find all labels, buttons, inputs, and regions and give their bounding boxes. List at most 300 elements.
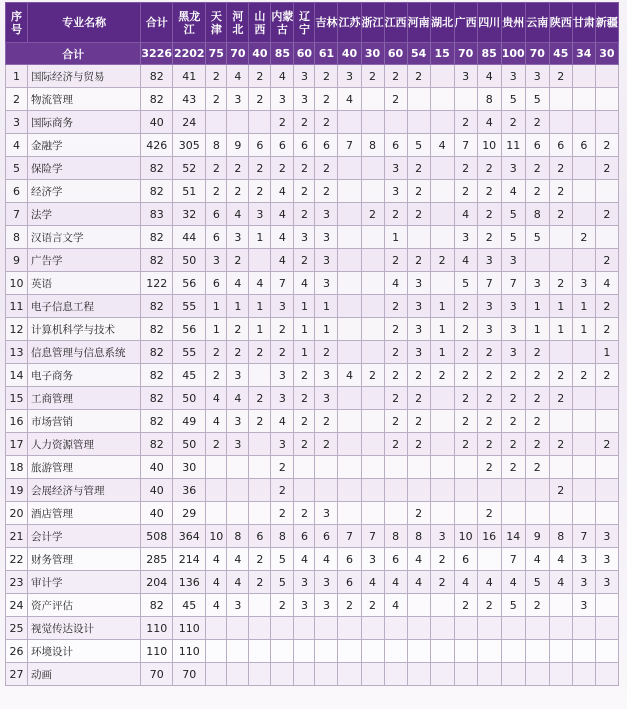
quota-cell: 50 <box>173 433 206 456</box>
quota-cell: 2 <box>338 594 361 617</box>
quota-cell: 2 <box>249 180 271 203</box>
quota-cell <box>361 249 384 272</box>
table-row <box>6 663 619 686</box>
table-row <box>6 433 619 456</box>
quota-cell <box>361 617 384 640</box>
quota-cell: 2 <box>477 180 501 203</box>
quota-cell: 6 <box>206 272 227 295</box>
quota-cell: 4 <box>227 548 249 571</box>
quota-cell: 36 <box>173 479 206 502</box>
quota-cell: 4 <box>206 571 227 594</box>
quota-cell: 2 <box>525 410 549 433</box>
quota-cell: 82 <box>141 364 173 387</box>
quota-cell <box>407 226 430 249</box>
quota-cell: 2 <box>294 364 315 387</box>
table-body <box>6 43 619 686</box>
total-cell: 15 <box>430 43 454 65</box>
quota-cell: 55 <box>173 341 206 364</box>
quota-cell: 3 <box>227 433 249 456</box>
quota-cell <box>249 456 271 479</box>
quota-cell: 7 <box>361 525 384 548</box>
quota-cell: 3 <box>294 65 315 88</box>
quota-cell: 8 <box>525 203 549 226</box>
quota-cell: 2 <box>294 433 315 456</box>
quota-cell <box>572 203 595 226</box>
quota-cell <box>315 617 338 640</box>
quota-cell: 2 <box>454 594 477 617</box>
quota-cell: 2 <box>315 341 338 364</box>
quota-cell: 2 <box>227 157 249 180</box>
header-seq: 序号 <box>6 3 28 43</box>
quota-cell: 2 <box>549 433 572 456</box>
major-name: 经济学 <box>28 180 141 203</box>
row-number: 23 <box>6 571 28 594</box>
row-number: 4 <box>6 134 28 157</box>
quota-cell: 2 <box>206 364 227 387</box>
quota-cell <box>430 502 454 525</box>
quota-cell: 214 <box>173 548 206 571</box>
quota-cell: 4 <box>206 387 227 410</box>
quota-cell <box>525 640 549 663</box>
quota-cell <box>227 640 249 663</box>
quota-cell <box>384 502 407 525</box>
quota-cell <box>572 341 595 364</box>
quota-cell: 1 <box>315 295 338 318</box>
quota-cell: 2 <box>315 88 338 111</box>
quota-cell <box>338 341 361 364</box>
quota-cell: 3 <box>315 249 338 272</box>
quota-cell <box>206 456 227 479</box>
quota-cell: 3 <box>454 226 477 249</box>
major-name: 视觉传达设计 <box>28 617 141 640</box>
row-number: 14 <box>6 364 28 387</box>
quota-cell: 426 <box>141 134 173 157</box>
quota-cell: 2 <box>227 249 249 272</box>
table-row <box>6 88 619 111</box>
row-number: 1 <box>6 65 28 88</box>
quota-cell <box>501 640 525 663</box>
quota-cell: 7 <box>501 272 525 295</box>
table-row <box>6 341 619 364</box>
quota-cell: 6 <box>249 525 271 548</box>
quota-cell: 82 <box>141 341 173 364</box>
quota-cell <box>501 479 525 502</box>
quota-cell: 1 <box>206 318 227 341</box>
quota-cell <box>407 663 430 686</box>
major-name: 环境设计 <box>28 640 141 663</box>
quota-cell <box>361 456 384 479</box>
quota-cell: 3 <box>271 88 294 111</box>
quota-cell: 6 <box>294 525 315 548</box>
quota-cell: 3 <box>525 65 549 88</box>
quota-cell: 5 <box>501 203 525 226</box>
quota-cell <box>249 364 271 387</box>
quota-cell: 3 <box>315 364 338 387</box>
quota-cell <box>430 387 454 410</box>
quota-cell: 2 <box>407 65 430 88</box>
quota-cell: 1 <box>315 318 338 341</box>
quota-cell <box>361 640 384 663</box>
quota-cell <box>525 249 549 272</box>
quota-cell <box>454 617 477 640</box>
quota-cell: 3 <box>477 249 501 272</box>
quota-cell: 2 <box>549 364 572 387</box>
quota-cell: 2 <box>477 594 501 617</box>
quota-cell <box>361 272 384 295</box>
quota-cell: 2 <box>430 571 454 594</box>
quota-cell: 2 <box>477 410 501 433</box>
quota-cell <box>595 456 618 479</box>
quota-cell: 4 <box>430 134 454 157</box>
quota-cell <box>572 88 595 111</box>
quota-cell <box>595 663 618 686</box>
header-total: 合计 <box>141 3 173 43</box>
total-cell: 100 <box>501 43 525 65</box>
quota-cell: 2 <box>501 433 525 456</box>
quota-cell: 3 <box>501 295 525 318</box>
major-name: 国际商务 <box>28 111 141 134</box>
total-cell: 3226 <box>141 43 173 65</box>
quota-cell: 2 <box>595 134 618 157</box>
quota-cell: 2 <box>249 387 271 410</box>
quota-cell <box>454 663 477 686</box>
quota-cell: 8 <box>549 525 572 548</box>
quota-cell: 4 <box>549 548 572 571</box>
quota-cell: 30 <box>173 456 206 479</box>
quota-cell: 3 <box>315 571 338 594</box>
quota-cell <box>338 226 361 249</box>
quota-cell <box>361 180 384 203</box>
quota-cell: 1 <box>294 318 315 341</box>
quota-cell: 1 <box>206 295 227 318</box>
quota-cell <box>407 479 430 502</box>
quota-cell: 5 <box>525 88 549 111</box>
quota-cell: 3 <box>294 88 315 111</box>
quota-cell: 43 <box>173 88 206 111</box>
quota-cell: 1 <box>430 341 454 364</box>
row-number: 8 <box>6 226 28 249</box>
quota-cell <box>249 249 271 272</box>
quota-cell <box>572 456 595 479</box>
quota-cell <box>549 249 572 272</box>
quota-cell: 1 <box>572 295 595 318</box>
major-name: 动画 <box>28 663 141 686</box>
quota-cell: 1 <box>249 318 271 341</box>
quota-cell: 2 <box>227 180 249 203</box>
quota-cell: 2 <box>249 157 271 180</box>
quota-cell: 2 <box>525 157 549 180</box>
quota-cell: 136 <box>173 571 206 594</box>
total-cell: 70 <box>227 43 249 65</box>
quota-cell: 2 <box>525 341 549 364</box>
quota-cell <box>271 640 294 663</box>
row-number: 20 <box>6 502 28 525</box>
quota-cell: 82 <box>141 295 173 318</box>
quota-cell <box>549 640 572 663</box>
quota-cell <box>549 226 572 249</box>
header-province: 湖北 <box>430 3 454 43</box>
table-row <box>6 617 619 640</box>
quota-cell <box>227 663 249 686</box>
quota-cell <box>361 663 384 686</box>
quota-cell <box>294 640 315 663</box>
quota-cell <box>430 433 454 456</box>
row-number: 22 <box>6 548 28 571</box>
quota-cell <box>206 479 227 502</box>
quota-cell: 2 <box>454 364 477 387</box>
quota-cell: 82 <box>141 226 173 249</box>
quota-cell: 3 <box>501 341 525 364</box>
quota-cell: 1 <box>384 226 407 249</box>
quota-cell <box>454 456 477 479</box>
quota-cell: 1 <box>525 318 549 341</box>
quota-cell: 52 <box>173 157 206 180</box>
quota-cell <box>294 617 315 640</box>
quota-cell: 4 <box>271 226 294 249</box>
quota-cell: 7 <box>454 134 477 157</box>
quota-cell: 3 <box>271 295 294 318</box>
quota-cell: 6 <box>294 134 315 157</box>
total-cell: 2202 <box>173 43 206 65</box>
quota-cell <box>249 594 271 617</box>
row-number: 6 <box>6 180 28 203</box>
quota-cell <box>407 111 430 134</box>
quota-cell: 2 <box>294 410 315 433</box>
quota-cell: 1 <box>227 295 249 318</box>
row-number: 26 <box>6 640 28 663</box>
quota-cell <box>206 640 227 663</box>
quota-cell: 2 <box>294 249 315 272</box>
quota-cell: 56 <box>173 272 206 295</box>
quota-cell: 2 <box>227 341 249 364</box>
quota-cell <box>595 111 618 134</box>
quota-cell: 6 <box>315 134 338 157</box>
quota-cell <box>338 387 361 410</box>
header-province: 河南 <box>407 3 430 43</box>
row-number: 24 <box>6 594 28 617</box>
quota-cell <box>501 502 525 525</box>
quota-cell <box>227 617 249 640</box>
quota-cell <box>549 111 572 134</box>
quota-cell: 2 <box>501 410 525 433</box>
quota-cell: 364 <box>173 525 206 548</box>
quota-cell: 2 <box>454 318 477 341</box>
quota-cell: 4 <box>501 180 525 203</box>
quota-cell <box>206 502 227 525</box>
quota-cell: 2 <box>384 364 407 387</box>
quota-cell <box>361 88 384 111</box>
quota-cell: 3 <box>501 157 525 180</box>
total-cell: 75 <box>206 43 227 65</box>
total-cell: 61 <box>315 43 338 65</box>
quota-cell: 3 <box>384 180 407 203</box>
quota-cell: 2 <box>501 456 525 479</box>
quota-cell: 82 <box>141 65 173 88</box>
header-province: 辽宁 <box>294 3 315 43</box>
quota-cell <box>525 502 549 525</box>
quota-cell: 4 <box>338 88 361 111</box>
quota-cell: 3 <box>595 571 618 594</box>
quota-cell <box>430 663 454 686</box>
total-cell: 85 <box>477 43 501 65</box>
quota-cell: 8 <box>384 525 407 548</box>
quota-cell <box>361 433 384 456</box>
total-cell: 85 <box>271 43 294 65</box>
quota-cell: 4 <box>294 548 315 571</box>
table-row <box>6 65 619 88</box>
quota-cell <box>430 65 454 88</box>
header-major: 专业名称 <box>28 3 141 43</box>
quota-cell: 2 <box>595 157 618 180</box>
quota-cell: 5 <box>454 272 477 295</box>
quota-cell: 4 <box>384 272 407 295</box>
quota-cell: 3 <box>595 548 618 571</box>
quota-cell: 6 <box>384 134 407 157</box>
quota-cell: 2 <box>315 65 338 88</box>
table-row <box>6 272 619 295</box>
quota-cell: 2 <box>477 364 501 387</box>
quota-cell: 4 <box>249 272 271 295</box>
quota-cell: 3 <box>572 272 595 295</box>
table-row <box>6 157 619 180</box>
quota-cell: 2 <box>407 180 430 203</box>
quota-cell <box>595 65 618 88</box>
quota-cell: 3 <box>477 295 501 318</box>
quota-cell: 5 <box>271 571 294 594</box>
quota-cell <box>430 456 454 479</box>
quota-cell: 2 <box>206 65 227 88</box>
quota-cell: 2 <box>271 157 294 180</box>
quota-cell: 2 <box>595 203 618 226</box>
quota-cell: 4 <box>271 180 294 203</box>
quota-cell: 1 <box>572 318 595 341</box>
quota-cell: 3 <box>227 226 249 249</box>
quota-cell: 40 <box>141 479 173 502</box>
quota-cell <box>384 456 407 479</box>
quota-cell: 3 <box>477 318 501 341</box>
quota-cell: 7 <box>338 525 361 548</box>
quota-cell: 2 <box>477 226 501 249</box>
quota-cell: 6 <box>206 226 227 249</box>
quota-cell <box>430 640 454 663</box>
quota-cell: 51 <box>173 180 206 203</box>
header-province: 天津 <box>206 3 227 43</box>
row-number: 19 <box>6 479 28 502</box>
quota-cell <box>361 295 384 318</box>
row-number: 21 <box>6 525 28 548</box>
quota-cell: 4 <box>454 249 477 272</box>
quota-cell: 2 <box>549 65 572 88</box>
quota-cell: 2 <box>477 433 501 456</box>
quota-cell: 82 <box>141 318 173 341</box>
quota-cell: 3 <box>407 295 430 318</box>
quota-cell: 4 <box>477 65 501 88</box>
quota-cell: 5 <box>525 226 549 249</box>
quota-cell: 4 <box>407 548 430 571</box>
quota-cell: 2 <box>249 88 271 111</box>
quota-cell: 6 <box>549 134 572 157</box>
quota-cell: 2 <box>477 387 501 410</box>
quota-cell <box>454 88 477 111</box>
quota-cell: 4 <box>227 272 249 295</box>
quota-cell: 1 <box>549 318 572 341</box>
row-number: 16 <box>6 410 28 433</box>
major-name: 会展经济与管理 <box>28 479 141 502</box>
quota-cell <box>525 663 549 686</box>
quota-cell: 10 <box>477 134 501 157</box>
quota-cell: 2 <box>315 157 338 180</box>
quota-cell: 2 <box>572 364 595 387</box>
quota-cell <box>430 272 454 295</box>
total-row-label: 合计 <box>6 43 141 65</box>
quota-cell <box>407 594 430 617</box>
quota-cell <box>477 548 501 571</box>
quota-cell <box>525 479 549 502</box>
quota-cell <box>361 341 384 364</box>
quota-cell: 4 <box>595 272 618 295</box>
quota-cell: 3 <box>315 226 338 249</box>
enrollment-plan-table <box>5 2 619 686</box>
quota-cell: 40 <box>141 502 173 525</box>
header-heilongjiang: 黑龙江 <box>173 3 206 43</box>
quota-cell: 2 <box>407 433 430 456</box>
quota-cell <box>549 341 572 364</box>
quota-cell <box>271 663 294 686</box>
quota-cell <box>549 663 572 686</box>
quota-cell <box>338 617 361 640</box>
quota-cell <box>361 502 384 525</box>
quota-cell: 24 <box>173 111 206 134</box>
total-cell: 60 <box>294 43 315 65</box>
quota-cell: 2 <box>271 502 294 525</box>
quota-cell <box>572 502 595 525</box>
quota-cell: 4 <box>501 571 525 594</box>
quota-cell <box>315 640 338 663</box>
quota-cell: 2 <box>595 364 618 387</box>
major-name: 酒店管理 <box>28 502 141 525</box>
quota-cell <box>361 318 384 341</box>
row-number: 12 <box>6 318 28 341</box>
quota-cell <box>430 203 454 226</box>
quota-cell: 3 <box>315 502 338 525</box>
row-number: 10 <box>6 272 28 295</box>
quota-cell <box>595 502 618 525</box>
total-cell: 40 <box>338 43 361 65</box>
quota-cell: 2 <box>454 295 477 318</box>
quota-cell: 3 <box>249 203 271 226</box>
quota-cell: 2 <box>384 341 407 364</box>
quota-cell: 4 <box>271 249 294 272</box>
quota-cell <box>572 663 595 686</box>
quota-cell: 122 <box>141 272 173 295</box>
quota-cell: 2 <box>549 479 572 502</box>
quota-cell <box>430 617 454 640</box>
quota-cell: 2 <box>407 249 430 272</box>
quota-cell: 2 <box>384 433 407 456</box>
quota-cell: 3 <box>294 571 315 594</box>
quota-cell: 2 <box>384 65 407 88</box>
quota-cell <box>315 456 338 479</box>
quota-cell: 508 <box>141 525 173 548</box>
quota-cell <box>315 663 338 686</box>
quota-cell: 4 <box>454 571 477 594</box>
quota-cell: 4 <box>227 387 249 410</box>
quota-cell: 5 <box>501 88 525 111</box>
table-row <box>6 640 619 663</box>
quota-cell <box>477 640 501 663</box>
quota-cell <box>338 479 361 502</box>
total-cell: 54 <box>407 43 430 65</box>
